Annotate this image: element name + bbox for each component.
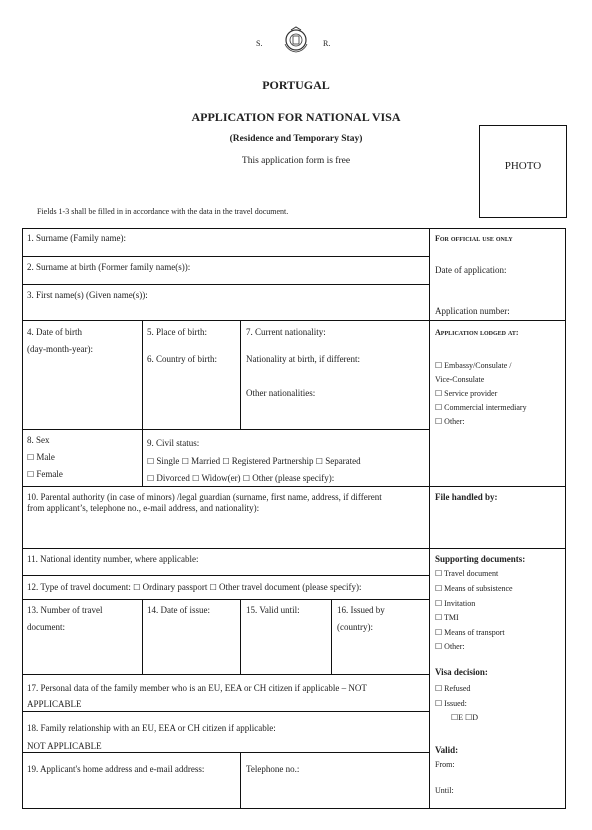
checkbox-icon[interactable]: ☐ [435,584,443,593]
sup-travel-document-option[interactable] [435,568,498,579]
sup-subsistence-option[interactable] [435,583,513,594]
field-14-date-of-issue: 14. Date of issue: [147,605,210,615]
registered-partnership-label: Registered Partnership [231,456,314,466]
ordinary-passport-label: Ordinary passport [142,582,208,592]
checkbox-icon[interactable]: ☐ [315,457,323,466]
free-note: This application form is free [241,156,351,166]
visa-type-e-label: E [458,713,464,722]
photo-box [479,125,567,218]
field-10-parental-authority-cont: from applicant’s, telephone no., e-mail address, and nationality): [27,503,260,513]
field-1-surname: 1. Surname (Family name): [27,233,126,243]
field-7-other-nationalities: Other nationalities: [246,388,316,398]
sup-transport-option[interactable] [435,627,505,638]
checkbox-icon[interactable]: ☐ [465,713,473,722]
checkbox-icon[interactable]: ☐ [242,474,250,483]
valid-until-label: Until: [435,786,454,795]
valid-from-label: From: [435,760,455,769]
seal-right-letter: R. [323,39,331,48]
sup-invitation-option[interactable] [435,598,475,609]
official-use-heading: For official use only [435,234,513,243]
lodged-commercial-option[interactable] [435,402,527,413]
checkbox-icon[interactable]: ☐ [435,389,443,398]
checkbox-icon[interactable]: ☐ [27,453,35,462]
sup-transport-label: Means of transport [444,628,505,637]
checkbox-icon[interactable]: ☐ [147,474,155,483]
field-7-current-nationality: 7. Current nationality: [246,327,326,337]
date-of-application-label: Date of application: [435,265,507,275]
national-seal [282,26,310,54]
field-19-telephone: Telephone no.: [246,764,300,774]
other-civil-label: Other (please specify): [252,473,335,483]
checkbox-icon[interactable]: ☐ [435,403,443,412]
field-11-national-id: 11. National identity number, where applicable: [27,554,199,564]
embassy-label: Embassy/Consulate / [444,361,512,370]
field-8-sex: 8. Sex [27,435,50,445]
field-13-travel-doc-number-cont: document: [27,622,65,632]
field-17-not-applicable: APPLICABLE [27,699,82,709]
checkbox-icon[interactable]: ☐ [133,583,141,592]
valid-heading: Valid: [435,745,459,755]
country-heading: PORTUGAL [262,78,330,92]
application-number-label: Application number: [435,306,510,316]
supporting-documents-heading: Supporting documents: [435,554,526,564]
sup-travel-document-label: Travel document [444,569,499,578]
field-4-date-of-birth: 4. Date of birth [27,327,82,337]
single-label: Single [156,456,180,466]
visa-type-options [451,712,478,723]
field-19-home-address: 19. Applicant's home address and e-mail address: [27,764,205,774]
checkbox-icon[interactable]: ☐ [209,583,217,592]
sup-other-label: Other: [444,642,465,651]
coat-of-arms-icon [282,26,310,54]
sup-subsistence-label: Means of subsistence [444,584,513,593]
other-travel-doc-label: Other travel document (please specify): [219,582,362,592]
travel-doc-label: 12. Type of travel document: [27,582,131,592]
sex-male-label: Male [36,452,55,462]
civil-status-row-1 [147,456,361,467]
checkbox-icon[interactable]: ☐ [435,361,443,370]
field-5-place-of-birth: 5. Place of birth: [147,327,207,337]
checkbox-icon[interactable]: ☐ [147,457,155,466]
sup-tmi-label: TMI [444,613,459,622]
sup-tmi-option[interactable] [435,612,459,623]
divorced-label: Divorced [156,473,190,483]
sex-male-option[interactable] [27,452,55,463]
application-lodged-heading: Application lodged at: [435,328,519,337]
separated-label: Separated [325,456,361,466]
field-12-travel-doc-type [27,582,361,593]
visa-decision-heading: Visa decision: [435,667,488,677]
married-label: Married [191,456,221,466]
field-16-issued-by: 16. Issued by [337,605,385,615]
visa-type-d-label: D [472,713,479,722]
checkbox-icon[interactable]: ☐ [192,474,200,483]
widow-label: Widow(er) [201,473,241,483]
checkbox-icon[interactable]: ☐ [222,457,230,466]
form-subtitle: (Residence and Temporary Stay) [229,134,363,144]
service-provider-label: Service provider [444,389,498,398]
field-2-surname-at-birth: 2. Surname at birth (Former family name(s)): [27,262,191,272]
file-handled-by-label: File handled by: [435,492,498,502]
checkbox-icon[interactable]: ☐ [181,457,189,466]
field-15-valid-until: 15. Valid until: [246,605,300,615]
commercial-intermediary-label: Commercial intermediary [444,403,527,412]
field-4-date-format: (day-month-year): [27,344,93,354]
visa-refused-option[interactable] [435,683,470,694]
visa-issued-option[interactable] [435,698,467,709]
visa-issued-label: Issued: [444,699,467,708]
field-17-family-member-data: 17. Personal data of the family member who is an EU, EEA or CH citizen if applicable – NOT [27,683,367,693]
photo-label: PHOTO [504,160,542,172]
checkbox-icon[interactable]: ☐ [435,417,443,426]
field-9-civil-status: 9. Civil status: [147,438,200,448]
checkbox-icon[interactable]: ☐ [27,470,35,479]
checkbox-icon[interactable]: ☐ [451,713,459,722]
field-18-not-applicable: NOT APPLICABLE [27,741,102,751]
civil-status-row-2 [147,473,334,484]
checkbox-icon[interactable]: ☐ [435,569,443,578]
field-18-family-relationship: 18. Family relationship with an EU, EEA or CH citizen if applicable: [27,723,276,733]
checkbox-icon[interactable]: ☐ [435,642,443,651]
lodged-service-provider-option[interactable] [435,388,497,399]
checkbox-icon[interactable]: ☐ [435,684,443,693]
field-6-country-of-birth: 6. Country of birth: [147,354,217,364]
sup-other-option[interactable] [435,641,465,652]
sex-female-label: Female [36,469,63,479]
seal-left-letter: S. [256,39,263,48]
checkbox-icon[interactable]: ☐ [435,699,443,708]
field-7-nationality-at-birth: Nationality at birth, if different: [246,354,361,364]
checkbox-icon[interactable]: ☐ [435,613,443,622]
lodged-embassy-option[interactable] [435,360,512,371]
lodged-other-option[interactable] [435,416,465,427]
checkbox-icon[interactable]: ☐ [435,599,443,608]
visa-refused-label: Refused [444,684,471,693]
sex-female-option[interactable] [27,469,63,480]
instructions-text: Fields 1-3 shall be filled in in accordance with the data in the travel document. [37,207,289,216]
checkbox-icon[interactable]: ☐ [435,628,443,637]
field-3-first-names: 3. First name(s) (Given name(s)): [27,290,148,300]
field-16-issued-by-cont: (country): [337,622,373,632]
sup-invitation-label: Invitation [444,599,476,608]
lodged-vice-consulate: Vice-Consulate [435,375,485,384]
field-13-travel-doc-number: 13. Number of travel [27,605,103,615]
field-10-parental-authority: 10. Parental authority (in case of minors) /legal guardian (surname, first name, address, if different [27,492,382,502]
lodged-other-label: Other: [444,417,465,426]
form-title: APPLICATION FOR NATIONAL VISA [191,110,401,124]
